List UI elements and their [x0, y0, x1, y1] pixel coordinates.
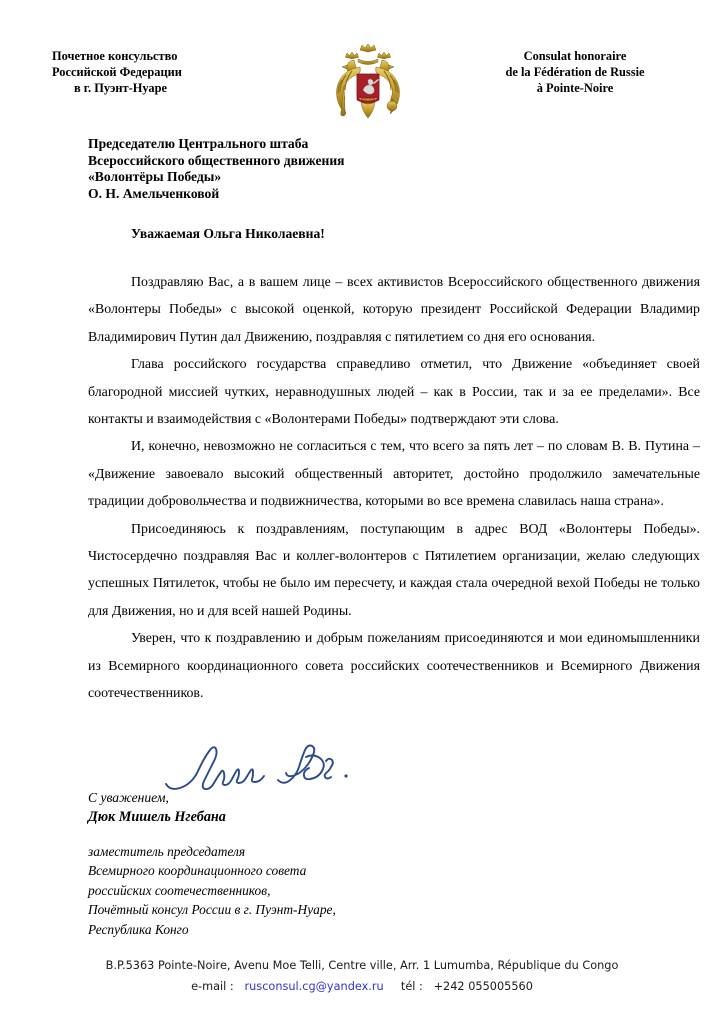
letterhead-ru-line2: Российской Федерации: [52, 65, 182, 80]
footer-phone-value: +242 055005560: [433, 980, 533, 993]
footer: [0, 956, 724, 996]
letterhead-ru-line1: Почетное консульство: [52, 49, 178, 63]
body-paragraph-1: Поздравляю Вас, а в вашем лице – всех активистов Всероссийского общественного движения «Волонтеры Победы» с высокой оценкой, которую президент Российской Федерации Владимир Владимирович Путин дал Движению, поздравляя с пятилетием со дня его основания.: [88, 275, 700, 345]
footer-email-label: e-mail :: [191, 980, 234, 993]
body-paragraph-5: Уверен, что к поздравлению и добрым пожеланиям присоединяются и мои единомышленники из Всемирного координационного совета российских соотечественников и Всемирного Движения соотечественников.: [88, 631, 700, 702]
letterhead-ru-line3: в г. Пуэнт-Нуаре: [74, 81, 168, 96]
russian-coat-of-arms-icon: [330, 40, 406, 128]
footer-address: B.P.5363 Pointe-Noire, Avenu Moe Telli, Centre ville, Arr. 1 Lumumba, République du Congo: [105, 959, 619, 972]
signature-title: [88, 842, 508, 939]
letterhead-fr-line3: à Pointe-Noire: [536, 81, 614, 96]
footer-phone-label: tél :: [400, 980, 423, 993]
body-paragraph-3: И, конечно, невозможно не согласиться с тем, что всего за пять лет – по словам В. В. Путина – «Движение завоевало высокий общественный авторитет, достойно продолжило замечательные традиции добровольчества и подвижничества, которыми во все времена славилась наша страна».: [88, 439, 700, 510]
signature-title-line2: Всемирного координационного совета: [88, 863, 307, 879]
letterhead: [0, 40, 724, 130]
footer-email-link[interactable]: rusconsul.cg@yandex.ru: [244, 980, 384, 993]
addressee-line1: Председателю Центрального штаба: [88, 136, 309, 151]
handwritten-signature-icon: [160, 740, 370, 794]
addressee-line3: «Волонтёры Победы»: [88, 169, 222, 185]
signature-name: Дюк Мишель Нгебана: [88, 809, 226, 825]
signature-regards: С уважением,: [88, 790, 169, 805]
letterhead-fr-line1: Consulat honoraire: [523, 49, 627, 63]
addressee-line2: Всероссийского общественного движения: [88, 152, 345, 168]
body-paragraph-4: Присоединяюсь к поздравлениям, поступающим в адрес ВОД «Волонтеры Победы». Чистосердечно поздравляя Вас и коллег-волонтеров с Пятилетием организации, желаю следующих успешных Пятилеток, чтобы не было им пересчету, и каждая стала очередной вехой Победы не только для Движения, но и для всей нашей Родины.: [88, 521, 700, 619]
addressee-line4: О. Н. Амельченковой: [88, 185, 220, 201]
signature-title-line3: российских соотечественников,: [88, 882, 271, 898]
salutation: Уважаемая Ольга Николаевна!: [131, 226, 325, 241]
letterhead-left-russian: [52, 48, 302, 97]
signature-title-line4: Почётный консул России в г. Пуэнт-Нуаре,: [88, 902, 336, 918]
signature-title-line5: Республика Конго: [88, 921, 189, 937]
signature-block: [88, 744, 508, 939]
letterhead-fr-line2: de la Fédération de Russie: [505, 65, 645, 80]
addressee-block: [88, 136, 508, 202]
body-paragraph-2: Глава российского государства справедливо отметил, что Движение «объединяет своей благородной миссией чутких, неравнодушных людей – как в России, так и за ее пределами». Все контакты и взаимодействия с «Волонтерами Победы» подтверждают эти слова.: [88, 357, 700, 428]
footer-contacts: [0, 977, 724, 996]
letterhead-right-french: [452, 48, 698, 97]
signature-title-line1: заместитель председателя: [88, 844, 246, 859]
letter-body: [88, 269, 700, 708]
